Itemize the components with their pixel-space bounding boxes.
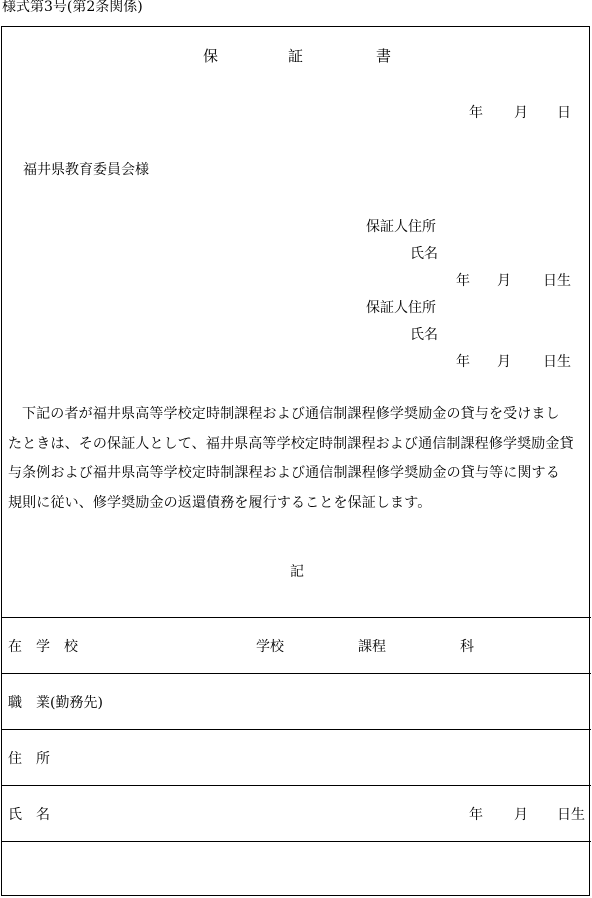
name-birth-month: 月 <box>514 807 528 823</box>
address-row-label: 住 所 <box>8 751 50 767</box>
guarantor2-birth-day: 日生 <box>543 354 571 370</box>
dept-label: 科 <box>460 639 474 655</box>
guarantor1-birth-year: 年 <box>456 273 470 289</box>
name-birth-year: 年 <box>469 807 483 823</box>
row-divider-1 <box>1 617 591 618</box>
row-divider-3 <box>1 729 591 730</box>
title-char-3: 書 <box>376 47 392 65</box>
body-line-1: 下記の者が福井県高等学校定時制課程および通信制課程修学奨励金の貸与を受けまし <box>22 406 560 422</box>
row-divider-4 <box>1 785 591 786</box>
guarantor2-birth-month: 月 <box>497 354 511 370</box>
row-divider-5 <box>1 841 591 842</box>
title-char-1: 保 <box>203 47 219 65</box>
body-line-3: 与条例および福井県高等学校定時制課程および通信制課程修学奨励金の貸与等に関する <box>8 465 560 481</box>
name-row-label: 氏 名 <box>8 807 50 823</box>
guarantee-body-text <box>8 400 584 518</box>
date-day-label: 日 <box>557 105 571 121</box>
guarantor1-name-label: 氏名 <box>410 246 438 262</box>
guarantor1-birth-day: 日生 <box>543 273 571 289</box>
name-birth-day: 日生 <box>557 807 585 823</box>
date-year-label: 年 <box>469 105 483 121</box>
guarantor2-birth-year: 年 <box>456 354 470 370</box>
body-line-4: 規則に従い、修学奨励金の返還債務を履行することを保証します。 <box>8 494 432 511</box>
ki-heading: 記 <box>290 564 304 580</box>
school-row-label: 在 学 校 <box>8 639 78 655</box>
school-label: 学校 <box>256 639 284 655</box>
row-divider-2 <box>1 673 591 674</box>
course-label: 課程 <box>358 639 386 655</box>
guarantor2-name-label: 氏名 <box>410 327 438 343</box>
addressee: 福井県教育委員会様 <box>23 162 149 178</box>
guarantor1-birth-month: 月 <box>497 273 511 289</box>
body-line-2: たときは、その保証人として、福井県高等学校定時制課程および通信制課程修学奨励金貸 <box>8 435 574 452</box>
guarantor1-address-label: 保証人住所 <box>366 219 436 235</box>
occupation-row-label: 職 業(勤務先) <box>8 695 103 711</box>
guarantor2-address-label: 保証人住所 <box>366 300 436 316</box>
form-number-label: 様式第3号(第2条関係) <box>2 0 143 15</box>
title-char-2: 証 <box>288 47 304 65</box>
date-month-label: 月 <box>514 105 528 121</box>
